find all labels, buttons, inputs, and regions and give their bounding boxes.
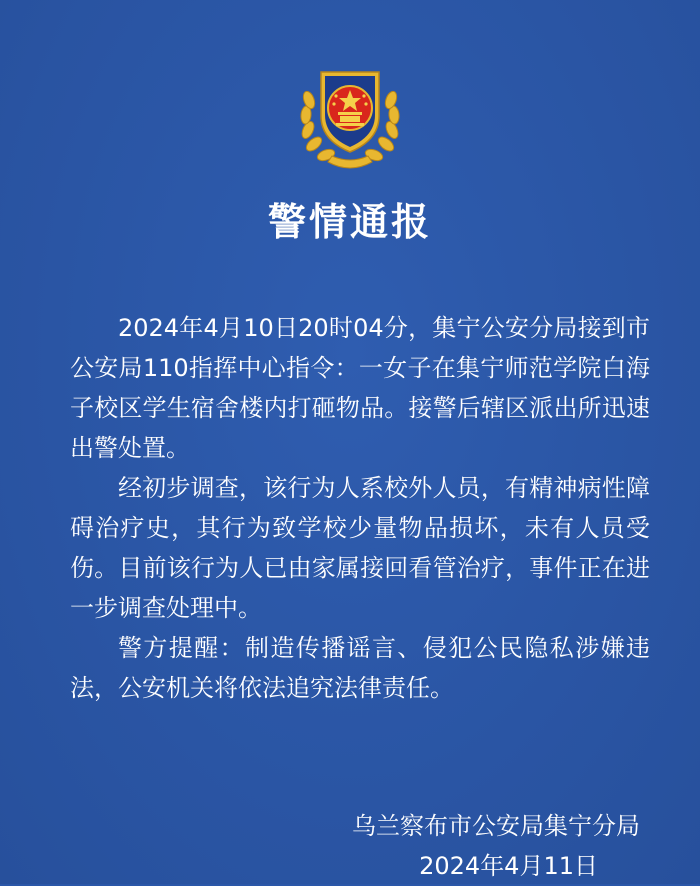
paragraph-1: 2024年4月10日20时04分，集宁公安分局接到市公安局110指挥中心指令：一女子在集宁师范学院白海子校区学生宿舍楼内打砸物品。接警后辖区派出所迅速出警处置。 [70,314,650,462]
issuer: 乌兰察布市公安局集宁分局 [352,812,640,840]
paragraph-2: 经初步调查，该行为人系校外人员，有精神病性障碍治疗史，其行为致学校少量物品损坏，未有人员受伤。目前该行为人已由家属接回看管治疗，事件正在进一步调查处理中。 [70,474,650,622]
page-title: 警情通报 [267,200,432,244]
police-emblem-icon [288,52,412,176]
paragraph-3: 警方提醒：制造传播谣言、侵犯公民隐私涉嫌违法，公安机关将依法追究法律责任。 [70,634,650,702]
signature-block [352,806,640,886]
notice-body [70,308,650,708]
issue-date: 2024年4月11日 [419,852,598,880]
